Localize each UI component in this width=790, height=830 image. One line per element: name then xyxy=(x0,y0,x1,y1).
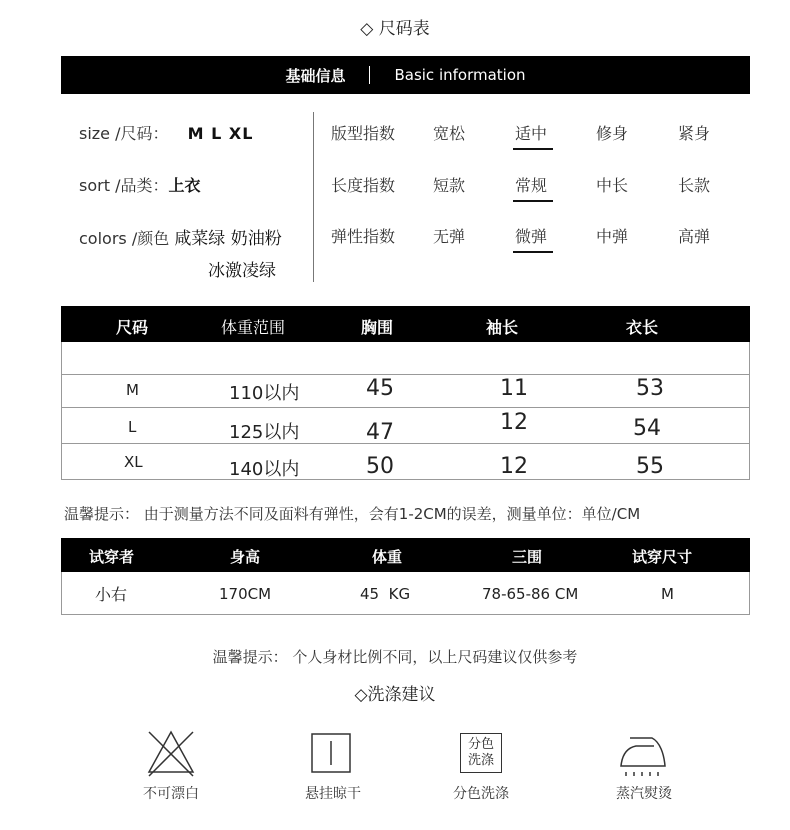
index-name: 版型指数 xyxy=(331,124,396,143)
separate-wash-icon xyxy=(460,733,502,773)
index-option-selected: 适中 xyxy=(515,124,548,143)
selected-underline xyxy=(513,148,553,150)
steam-iron-icon xyxy=(618,732,668,782)
index-option-selected: 微弹 xyxy=(515,227,548,246)
index-option: 短款 xyxy=(433,176,466,195)
try-model-name: 小右 xyxy=(95,585,128,604)
sort-value: 上衣 xyxy=(168,176,201,195)
row-m-length: 53 xyxy=(636,376,664,401)
wash-title: ◇洗涤建议 xyxy=(354,685,436,705)
try-header-height: 身高 xyxy=(230,548,261,566)
index-option: 紧身 xyxy=(678,124,711,143)
wash-label-hang-dry: 悬挂晾干 xyxy=(305,786,361,802)
row-xl-chest: 50 xyxy=(366,454,394,479)
try-height: 170CM xyxy=(219,585,272,603)
colors-value-2: 冰激凌绿 xyxy=(208,261,276,281)
try-table-row xyxy=(61,572,750,615)
index-name: 长度指数 xyxy=(331,176,396,195)
basic-info-en: Basic information xyxy=(394,66,526,84)
size-value: M L XL xyxy=(187,124,254,143)
header-chest: 胸围 xyxy=(361,318,394,337)
row-xl-size: XL xyxy=(124,453,143,471)
try-header-size: 试穿尺寸 xyxy=(632,548,693,566)
selected-underline xyxy=(513,251,553,253)
row-l-weight: 125以内 xyxy=(229,422,300,443)
basic-info-bar xyxy=(61,56,750,94)
try-size: M xyxy=(661,585,674,603)
colors-info xyxy=(79,224,282,249)
measure-tip: 温馨提示： 由于测量方法不同及面料有弹性，会有1-2CM的误差，测量单位：单位/CM xyxy=(64,505,641,523)
index-option: 中弹 xyxy=(596,227,629,246)
row-xl-sleeve: 12 xyxy=(500,454,528,479)
header-weight: 体重范围 xyxy=(221,318,286,337)
index-option: 宽松 xyxy=(433,124,466,143)
size-label: size /尺码： xyxy=(79,124,169,143)
wash-label-no-bleach: 不可漂白 xyxy=(143,786,199,802)
row-m-weight: 110以内 xyxy=(229,383,300,404)
row-l-sleeve: 12 xyxy=(500,410,528,435)
colors-label: colors /颜色 xyxy=(79,229,170,248)
size-info xyxy=(79,121,253,144)
basic-info-zh: 基础信息 xyxy=(285,66,346,85)
no-bleach-icon xyxy=(145,728,197,782)
try-table-header xyxy=(61,538,750,572)
size-table-header xyxy=(61,306,750,342)
index-option: 修身 xyxy=(596,124,629,143)
separate-wash-icon-text-1: 分色 xyxy=(467,737,494,752)
index-option-selected: 常规 xyxy=(515,176,548,195)
try-header-model: 试穿者 xyxy=(89,548,135,566)
row-xl-length: 55 xyxy=(636,454,664,479)
try-weight: 45 KG xyxy=(360,585,411,603)
row-l-length: 54 xyxy=(633,416,661,441)
colors-value-1: 咸菜绿 奶油粉 xyxy=(174,229,282,249)
index-option: 中长 xyxy=(596,176,629,195)
try-header-measurements: 三围 xyxy=(512,548,543,566)
bar-divider xyxy=(369,66,370,84)
row-divider xyxy=(61,443,750,444)
row-xl-weight: 140以内 xyxy=(229,459,300,480)
header-size: 尺码 xyxy=(116,318,149,337)
sort-label: sort /品类： xyxy=(79,176,169,195)
row-m-size: M xyxy=(126,381,139,399)
row-divider xyxy=(61,374,750,375)
separate-wash-icon-text-2: 洗涤 xyxy=(467,753,494,768)
try-header-weight: 体重 xyxy=(372,548,403,566)
sort-info xyxy=(79,173,200,196)
index-option: 高弹 xyxy=(678,227,711,246)
info-divider xyxy=(313,112,314,282)
row-m-chest: 45 xyxy=(366,376,394,401)
header-length: 衣长 xyxy=(626,318,659,337)
index-option: 无弹 xyxy=(433,227,466,246)
row-l-size: L xyxy=(128,418,137,436)
index-option: 长款 xyxy=(678,176,711,195)
wash-label-steam-iron: 蒸汽熨烫 xyxy=(616,786,672,802)
reference-tip: 温馨提示： 个人身材比例不同，以上尺码建议仅供参考 xyxy=(212,648,578,666)
try-measurements: 78-65-86 CM xyxy=(482,585,579,603)
selected-underline xyxy=(513,200,553,202)
row-m-sleeve: 11 xyxy=(500,376,528,401)
row-l-chest: 47 xyxy=(366,420,394,445)
row-divider xyxy=(61,407,750,408)
page-title: ◇ 尺码表 xyxy=(360,19,430,39)
index-name: 弹性指数 xyxy=(331,227,396,246)
wash-label-separate: 分色洗涤 xyxy=(453,786,509,802)
hang-dry-icon xyxy=(311,733,351,777)
header-sleeve: 袖长 xyxy=(486,318,519,337)
